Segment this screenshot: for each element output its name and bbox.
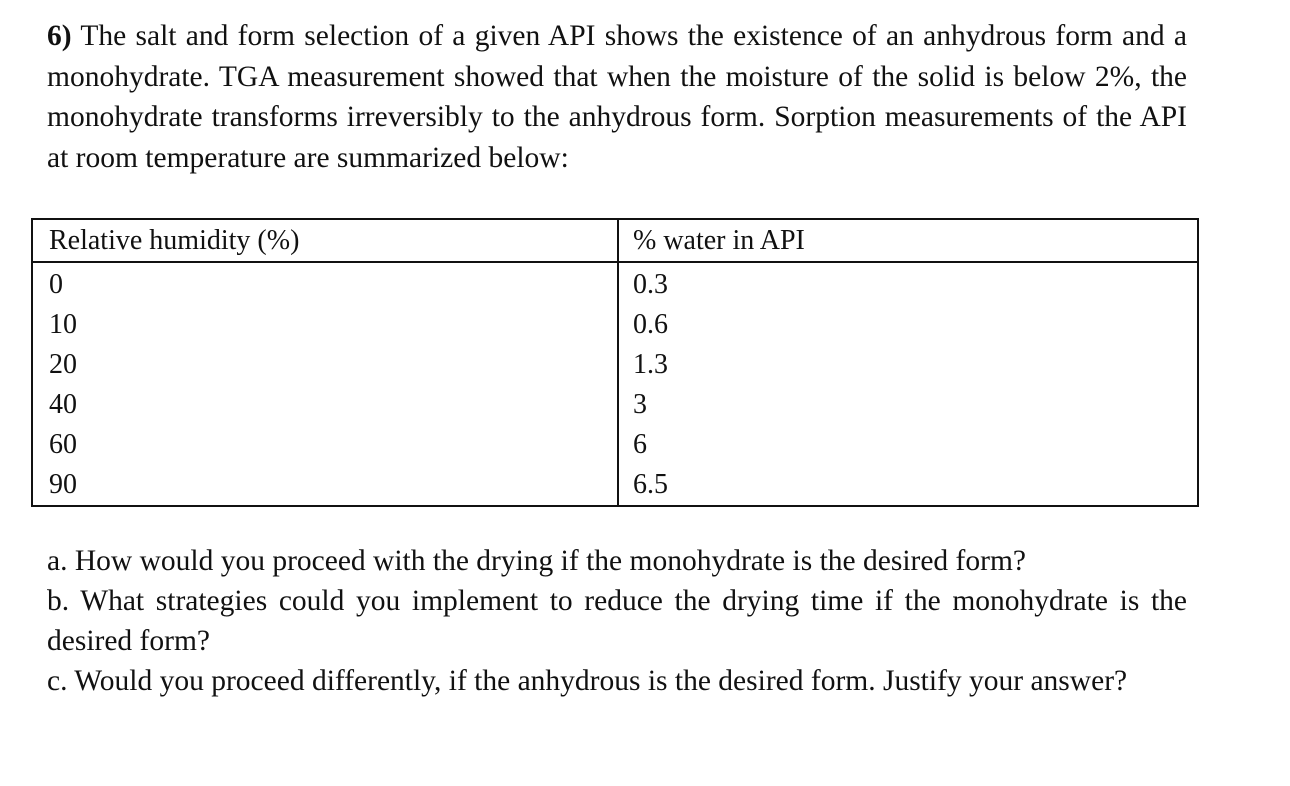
water-cell: 6.5 <box>633 469 668 500</box>
water-cell: 0.3 <box>633 269 668 300</box>
table-row <box>32 345 1198 385</box>
question-b: b. What strategies could you implement to reduce the drying time if the monohydrate is the desired form? <box>47 585 1187 657</box>
sorption-table <box>31 218 1199 507</box>
question-a: a. How would you proceed with the drying if the monohydrate is the desired form? <box>47 545 1026 577</box>
problem-intro-text: The salt and form selection of a given API shows the existence of an anhydrous form and a monohydrate. TGA measurement showed that when the moisture of the solid is below 2%, the monohydrate transforms irreversibly to the anhydrous form. Sorption measurements of the API at room temperature are summarized below: <box>47 20 1187 174</box>
header-relative-humidity: Relative humidity (%) <box>32 219 618 262</box>
humidity-cell: 0 <box>32 262 618 305</box>
humidity-cell: 10 <box>32 305 618 345</box>
question-list <box>47 541 1187 701</box>
problem-statement <box>47 16 1187 178</box>
table-row <box>32 425 1198 465</box>
humidity-cell: 60 <box>32 425 618 465</box>
table-row <box>32 262 1198 305</box>
humidity-cell: 40 <box>32 385 618 425</box>
water-cell: 3 <box>633 389 647 420</box>
table-row <box>32 305 1198 345</box>
water-cell: 1.3 <box>633 349 668 380</box>
question-number: 6) <box>47 20 72 52</box>
header-water-in-api: % water in API <box>618 219 1198 262</box>
water-cell: 0.6 <box>633 309 668 340</box>
humidity-cell: 90 <box>32 465 618 506</box>
table-row <box>32 385 1198 425</box>
table-header-row <box>32 219 1198 262</box>
question-c: c. Would you proceed differently, if the anhydrous is the desired form. Justify your answer? <box>47 665 1128 697</box>
table-row <box>32 465 1198 506</box>
water-cell: 6 <box>633 429 647 460</box>
humidity-cell: 20 <box>32 345 618 385</box>
